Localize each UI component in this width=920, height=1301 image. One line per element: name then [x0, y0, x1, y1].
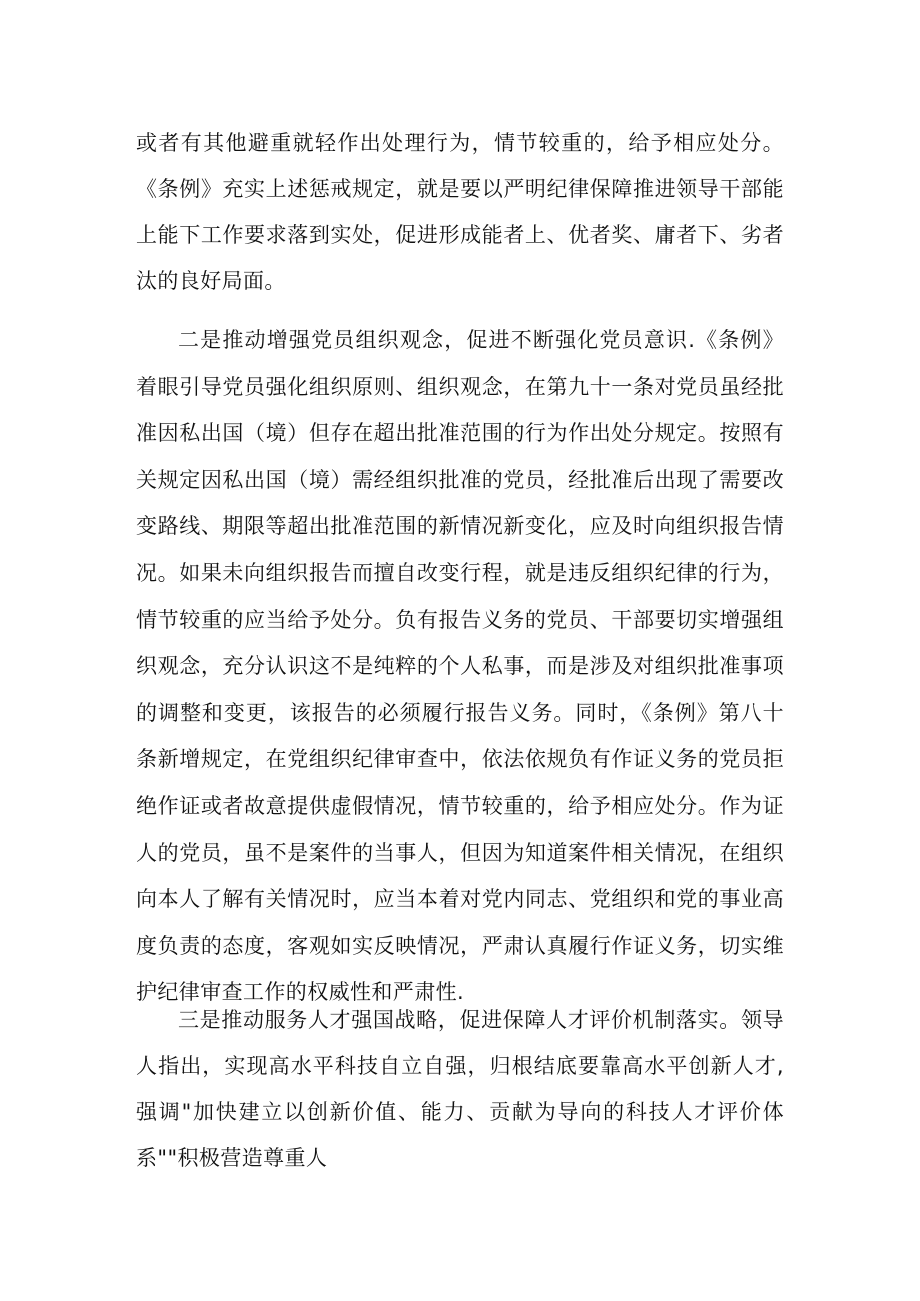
paragraph-continuation: 或者有其他避重就轻作出处理行为，情节较重的，给予相应处分。《条例》充实上述惩戒规定，就是要以严明纪律保障推进领导干部能上能下工作要求落到实处，促进形成能者上、优者奖、庸者下、劣者汰的良好局面。 [136, 131, 784, 293]
paragraph-talent-strategy: 三是推动服务人才强国战略，促进保障人才评价机制落实。领导人指出，实现高水平科技自立自强，归根结底要靠高水平创新人才,强调"加快建立以创新价值、能力、贡献为导向的科技人才评价体系""积极营造尊重人 [136, 1008, 784, 1170]
paragraph-organization-concept: 二是推动增强党员组织观念，促进不断强化党员意识.《条例》着眼引导党员强化组织原则、组织观念，在第九十一条对党员虽经批准因私出国（境）但存在超出批准范围的行为作出处分规定。按照有关规定因私出国（境）需经组织批准的党员，经批准后出现了需要改变路线、期限等超出批准范围的新情况新变化，应及时向组织报告情况。如果未向组织报告而擅自改变行程，就是违反组织纪律的行为，情节较重的应当给予处分。负有报告义务的党员、干部要切实增强组织观念，充分认识这不是纯粹的个人私事，而是涉及对组织批准事项的调整和变更，该报告的必须履行报告义务。同时，《条例》第八十条新增规定，在党组织纪律审查中，依法依规负有作证义务的党员拒绝作证或者故意提供虚假情况，情节较重的，给予相应处分。作为证人的党员，虽不是案件的当事人，但因为知道案件相关情况，在组织向本人了解有关情况时，应当本着对党内同志、党组织和党的事业高度负责的态度，客观如实反映情况，严肃认真履行作证义务，切实维护纪律审查工作的权威性和严肃性. [136, 328, 784, 1005]
